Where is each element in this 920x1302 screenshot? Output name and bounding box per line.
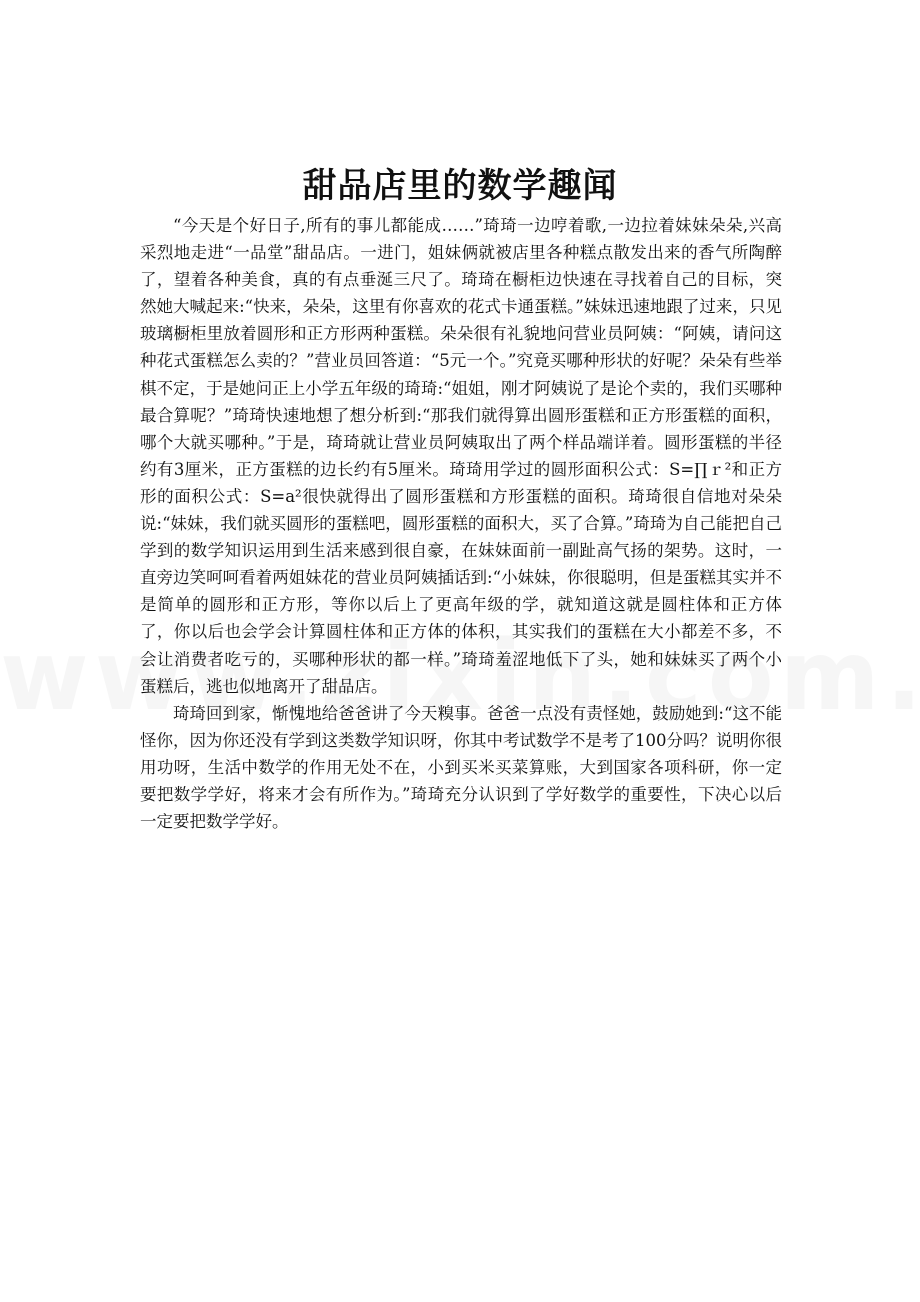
article-body [140, 212, 782, 835]
paragraph-2: 琦琦回到家，惭愧地给爸爸讲了今天糗事。爸爸一点没有责怪她，鼓励她到:“这不能怪你，因为你还没有学到这类数学知识呀，你其中考试数学不是考了100分吗？说明你很用功呀，生活中数学的作用无处不在，小到买米买菜算账，大到国家各项科研，你一定要把数学学好，将来才会有所作为。”琦琦充分认识到了学好数学的重要性，下决心以后一定要把数学学好。 [140, 703, 782, 832]
paragraph-1: “今天是个好日子,所有的事儿都能成……”琦琦一边哼着歌,一边拉着妹妹朵朵,兴高采烈地走进“一品堂”甜品店。一进门，姐妹俩就被店里各种糕点散发出来的香气所陶醉了，望着各种美食，真的有点垂涎三尺了。琦琦在橱柜边快速在寻找着自己的目标，突然她大喊起来:“快来，朵朵，这里有你喜欢的花式卡通蛋糕。”妹妹迅速地跟了过来，只见玻璃橱柜里放着圆形和正方形两种蛋糕。朵朵很有礼貌地问营业员阿姨：“阿姨，请问这种花式蛋糕怎么卖的？”营业员回答道：“5元一个。”究竟买哪种形状的好呢？朵朵有些举棋不定，于是她问正上小学五年级的琦琦:“姐姐，刚才阿姨说了是论个卖的，我们买哪种最合算呢？”琦琦快速地想了想分析到:“那我们就得算出圆形蛋糕和正方形蛋糕的面积，哪个大就买哪种。”于是，琦琦就让营业员阿姨取出了两个样品端详着。圆形蛋糕的半径约有3厘米，正方蛋糕的边长约有5厘米。琦琦用学过的圆形面积公式：S=∏ｒ²和正方形的面积公式：S=a²很快就得出了圆形蛋糕和方形蛋糕的面积。琦琦很自信地对朵朵说:“妹妹，我们就买圆形的蛋糕吧，圆形蛋糕的面积大，买了合算。”琦琦为自己能把自己学到的数学知识运用到生活来感到很自豪，在妹妹面前一副趾高气扬的架势。这时，一直旁边笑呵呵看着两姐妹花的营业员阿姨插话到:“小妹妹，你很聪明，但是蛋糕其实并不是简单的圆形和正方形，等你以后上了更高年级的学，就知道这就是圆柱体和正方体了，你以后也会学会计算圆柱体和正方体的体积，其实我们的蛋糕在大小都差不多，不会让消费者吃亏的，买哪种形状的都一样。”琦琦羞涩地低下了头，她和妹妹买了两个小蛋糕后，逃也似地离开了甜品店。 [140, 216, 782, 696]
page-title: 甜品店里的数学趣闻 [302, 165, 618, 206]
